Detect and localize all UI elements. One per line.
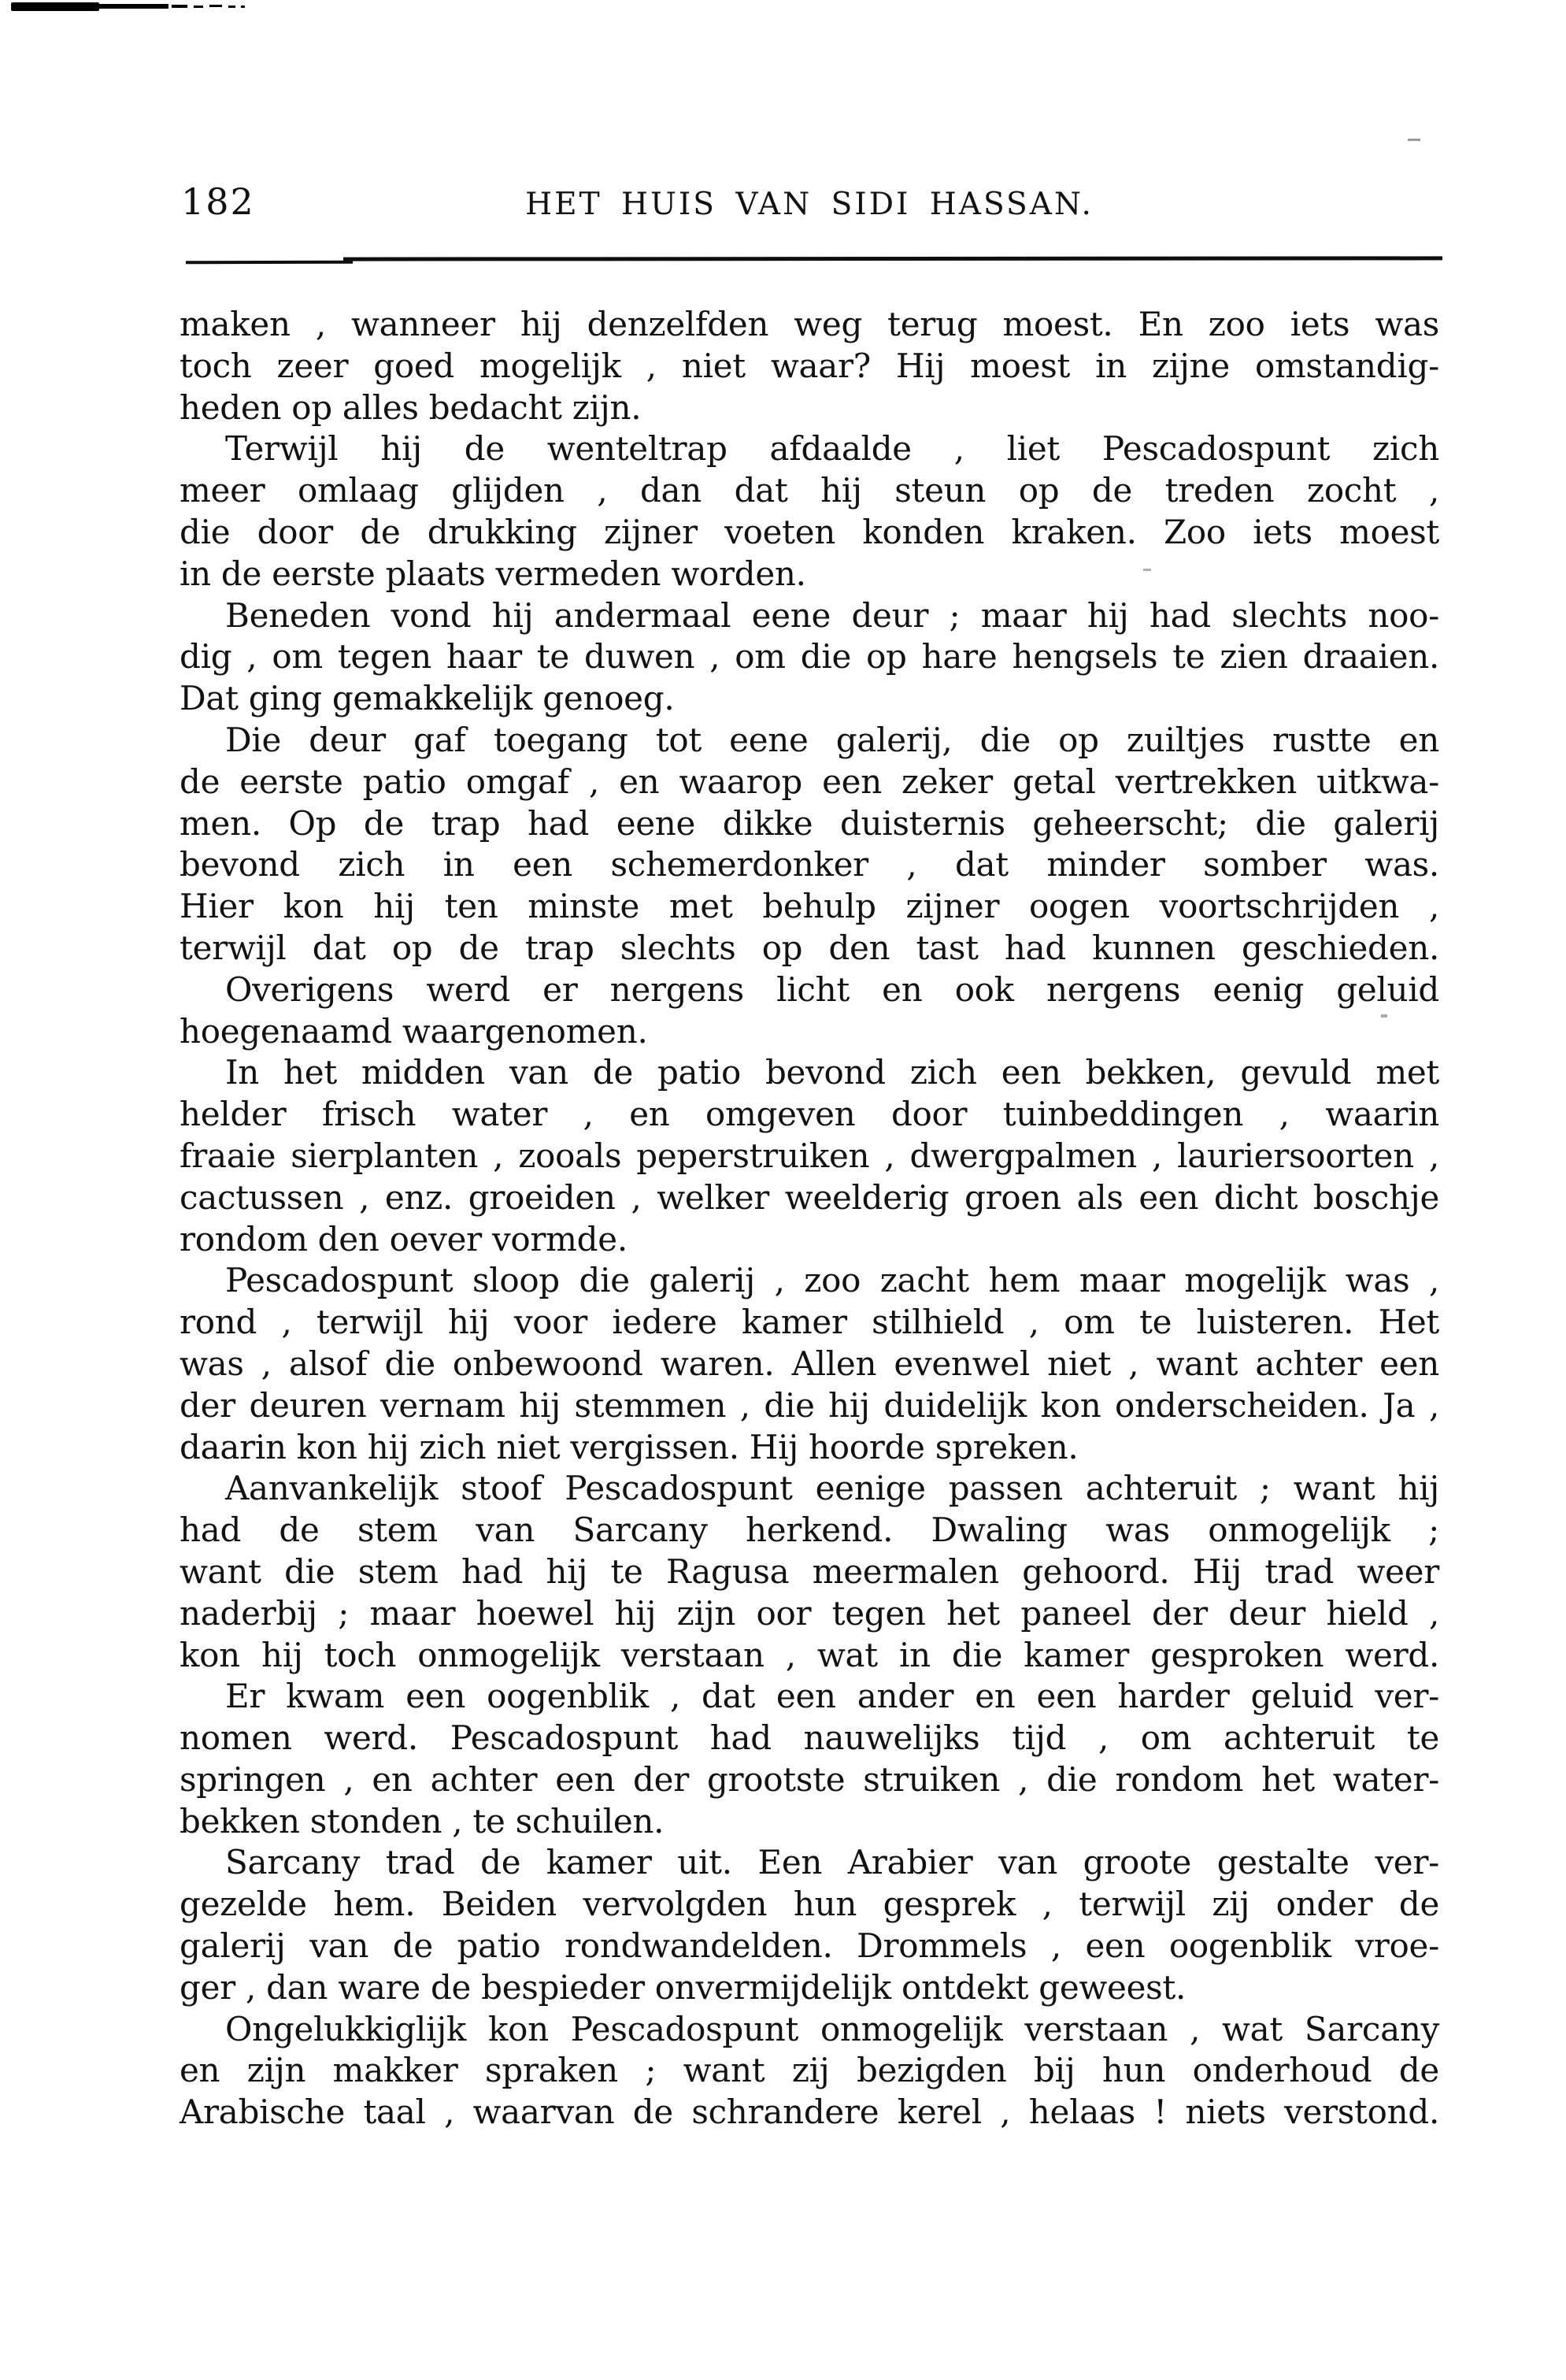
text-line: en zijn makker spraken ; want zij bezigden bij hun onderhoud de	[180, 2051, 1439, 2090]
scan-smudge	[194, 6, 203, 8]
text-line: had de stem van Sarcany herkend. Dwaling was onmogelijk ;	[180, 1511, 1439, 1550]
text-line: toch zeer goed mogelijk , niet waar? Hij moest in zijne omstandig-	[180, 346, 1439, 385]
text-line: nomen werd. Pescadospunt had nauwelijks tijd , om achteruit te	[180, 1718, 1439, 1758]
text-line: dig , om tegen haar te duwen , om die op hare hengsels te zien draaien.	[180, 637, 1439, 677]
text-line: heden op alles bedacht zijn.	[180, 387, 642, 427]
text-line: bevond zich in een schemerdonker , dat minder somber was.	[180, 845, 1439, 884]
text-line: men. Op de trap had eene dikke duisternis geheerscht; die galerij	[180, 803, 1439, 843]
scan-smudge	[209, 5, 222, 7]
scan-speck	[1143, 569, 1151, 571]
text-line: in de eerste plaats vermeden worden.	[180, 554, 806, 593]
text-line: ger , dan ware de bespieder onvermijdelijk ontdekt geweest.	[180, 1967, 1187, 2007]
text-line: daarin kon hij zich niet vergissen. Hij hoorde spreken.	[180, 1427, 1079, 1466]
header-rule	[186, 261, 353, 265]
scan-smudge	[172, 5, 187, 8]
text-line: gezelde hem. Beiden vervolgden hun gesprek , terwijl zij onder de	[180, 1885, 1439, 1924]
text-line: hoegenaamd waargenomen.	[180, 1011, 648, 1051]
text-line: want die stem had hij te Ragusa meermalen gehoord. Hij trad weer	[180, 1551, 1439, 1591]
text-line: cactussen , enz. groeiden , welker weelderig groen als een dicht boschje	[180, 1177, 1439, 1217]
text-line: meer omlaag glijden , dan dat hij steun op de treden zocht ,	[180, 471, 1439, 510]
scan-speck	[1408, 139, 1420, 141]
text-line: Beneden vond hij andermaal eene deur ; maar hij had slechts noo-	[225, 595, 1439, 635]
text-line: rondom den oever vormde.	[180, 1219, 628, 1259]
text-line: maken , wanneer hij denzelfden weg terug moest. En zoo iets was	[180, 305, 1439, 343]
text-line: Overigens werd er nergens licht en ook nergens eenig geluid	[225, 969, 1439, 1009]
text-line: terwijl dat op de trap slechts op den tast had kunnen geschieden.	[180, 928, 1439, 967]
scan-smudge	[241, 6, 245, 8]
text-line: galerij van de patio rondwandelden. Drommels , een oogenblik vroe-	[180, 1926, 1439, 1966]
scan-speck	[1381, 1014, 1387, 1018]
text-line: die door de drukking zijner voeten konden kraken. Zoo iets moest	[180, 512, 1439, 551]
scan-smudge	[96, 4, 168, 9]
scan-smudge	[11, 2, 99, 11]
text-line: Hier kon hij ten minste met behulp zijner oogen voortschrijden ,	[180, 887, 1439, 926]
page-number: 182	[181, 180, 255, 223]
text-line: Die deur gaf toegang tot eene galerij, die op zuiltjes rustte en	[225, 720, 1439, 759]
text-line: Terwijl hij de wenteltrap afdaalde , liet Pescadospunt zich	[225, 429, 1439, 469]
text-line: was , alsof die onbewoond waren. Allen evenwel niet , want achter een	[180, 1344, 1439, 1383]
text-line: Aanvankelijk stoof Pescadospunt eenige passen achteruit ; want hij	[225, 1469, 1439, 1508]
text-line: naderbij ; maar hoewel hij zijn oor tegen het paneel der deur hield ,	[180, 1593, 1439, 1633]
body-text	[180, 304, 1439, 2133]
text-line: Arabische taal , waarvan de schrandere kerel , helaas ! niets verstond.	[180, 2093, 1439, 2132]
text-line: de eerste patio omgaf , en waarop een zeker getal vertrekken uitkwa-	[180, 762, 1439, 801]
text-line: Ongelukkiglijk kon Pescadospunt onmogelijk verstaan , wat Sarcany	[225, 2009, 1439, 2048]
text-line: springen , en achter een der grootste struiken , die rondom het water-	[180, 1759, 1439, 1799]
text-line: Dat ging gemakkelijk genoeg.	[180, 679, 675, 718]
text-line: Sarcany trad de kamer uit. Een Arabier van groote gestalte ver-	[225, 1843, 1439, 1882]
text-line: fraaie sierplanten , zooals peperstruiken , dwergpalmen , lauriersoorten ,	[180, 1136, 1439, 1175]
text-line: bekken stonden , te schuilen.	[180, 1801, 665, 1841]
header-rule	[343, 256, 1442, 261]
text-line: In het midden van de patio bevond zich een bekken, gevuld met	[225, 1053, 1439, 1092]
scan-smudge	[228, 6, 235, 8]
text-line: Er kwam een oogenblik , dat een ander en een harder geluid ver-	[225, 1677, 1439, 1716]
text-line: helder frisch water , en omgeven door tuinbeddingen , waarin	[180, 1095, 1439, 1134]
text-line: Pescadospunt sloop die galerij , zoo zacht hem maar mogelijk was ,	[225, 1261, 1439, 1300]
text-line: der deuren vernam hij stemmen , die hij duidelijk kon onderscheiden. Ja ,	[180, 1385, 1439, 1425]
text-line: kon hij toch onmogelijk verstaan , wat in die kamer gesproken werd.	[180, 1635, 1439, 1674]
running-title: HET HUIS VAN SIDI HASSAN.	[525, 187, 1094, 222]
text-line: rond , terwijl hij voor iedere kamer stilhield , om te luisteren. Het	[180, 1303, 1439, 1342]
